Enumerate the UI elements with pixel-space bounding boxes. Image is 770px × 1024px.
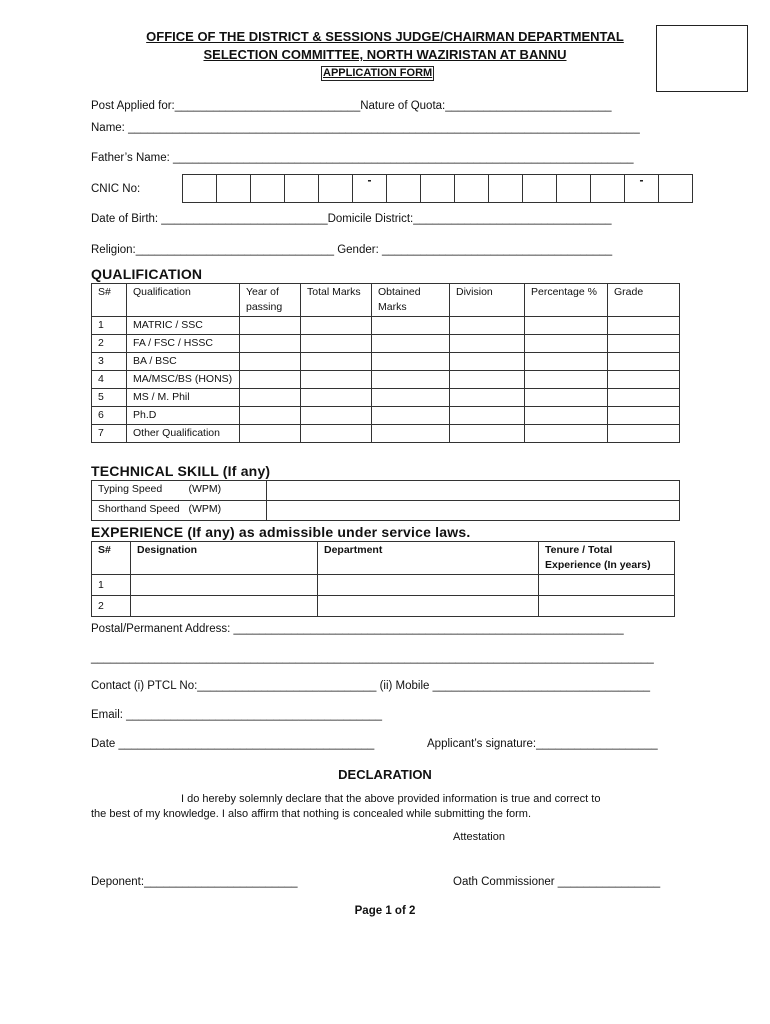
qualification-input-cell[interactable] [301,317,372,335]
row-number: 7 [92,425,127,443]
table-row [92,335,680,353]
qualification-input-cell[interactable] [301,425,372,443]
col-percentage: Percentage % [525,284,608,317]
table-row [92,575,675,596]
typing-speed-label: Typing Speed (WPM) [92,481,267,501]
col-total: Total Marks [301,284,372,317]
qualification-input-cell[interactable] [450,389,525,407]
qualification-input-cell[interactable] [372,389,450,407]
experience-input-cell[interactable] [539,575,675,596]
qualification-input-cell[interactable] [608,389,680,407]
qualification-name: Other Qualification [127,425,240,443]
technical-table [91,480,680,521]
table-row [92,389,680,407]
qualification-input-cell[interactable] [525,353,608,371]
row-number: 6 [92,407,127,425]
col-designation: Designation [131,542,318,575]
qualification-name: BA / BSC [127,353,240,371]
qualification-input-cell[interactable] [301,389,372,407]
table-row [92,501,680,521]
qualification-input-cell[interactable] [608,407,680,425]
qualification-input-cell[interactable] [372,371,450,389]
cnic-digit-box[interactable]: - [353,175,387,203]
experience-table [91,541,675,617]
qualification-input-cell[interactable] [450,425,525,443]
qualification-input-cell[interactable] [372,407,450,425]
table-row [92,371,680,389]
qualification-input-cell[interactable] [301,407,372,425]
row-number: 3 [92,353,127,371]
header-line-1: OFFICE OF THE DISTRICT & SESSIONS JUDGE/CHAIRMAN DEPARTMENTAL [146,29,624,44]
cnic-digit-box[interactable] [387,175,421,203]
qualification-input-cell[interactable] [301,353,372,371]
row-number: 2 [92,596,131,617]
experience-input-cell[interactable] [131,575,318,596]
cnic-digit-box[interactable] [319,175,353,203]
qualification-name: MS / M. Phil [127,389,240,407]
declaration-text-1: I do hereby solemnly declare that the above provided information is true and correct to [181,793,601,805]
qualification-title: QUALIFICATION [91,266,203,282]
cnic-digit-box[interactable] [217,175,251,203]
experience-input-cell[interactable] [318,596,539,617]
row-number: 1 [92,317,127,335]
declaration-text-2: the best of my knowledge. I also affirm that nothing is concealed while submitting the form. [91,808,532,820]
col-sno: S# [92,284,127,317]
address-field[interactable]: Postal/Permanent Address: _____________________________________________________________ [91,623,624,635]
qualification-input-cell[interactable] [301,371,372,389]
date-field[interactable]: Date ________________________________________ [91,738,375,750]
qualification-input-cell[interactable] [372,353,450,371]
qualification-input-cell[interactable] [240,353,301,371]
col-department: Department [318,542,539,575]
row-number: 5 [92,389,127,407]
photo-box[interactable] [656,25,748,92]
cnic-digit-box[interactable] [183,175,217,203]
contact-phones-field[interactable]: Contact (i) PTCL No:____________________________ (ii) Mobile __________________________________ [91,680,651,692]
col-qualification: Qualification [127,284,240,317]
qualification-input-cell[interactable] [240,407,301,425]
email-field[interactable]: Email: ________________________________________ [91,709,382,721]
religion-gender-field[interactable]: Religion:_______________________________ Gender: ____________________________________ [91,244,613,256]
qualification-input-cell[interactable] [450,335,525,353]
table-row [92,425,680,443]
qualification-input-cell[interactable] [608,317,680,335]
experience-header-row [92,542,675,575]
table-row [92,353,680,371]
col-grade: Grade [608,284,680,317]
qualification-input-cell[interactable] [525,371,608,389]
qualification-input-cell[interactable] [301,335,372,353]
qualification-input-cell[interactable] [608,371,680,389]
cnic-digit-box[interactable] [659,175,693,203]
post-quota-field[interactable]: Post Applied for:_____________________________Nature of Quota:__________________________ [91,100,612,112]
applicant-signature-field[interactable]: Applicant’s signature:___________________ [427,738,658,750]
qualification-input-cell[interactable] [525,317,608,335]
col-sno: S# [92,542,131,575]
cnic-digit-box[interactable] [455,175,489,203]
qualification-input-cell[interactable] [525,335,608,353]
qualification-input-cell[interactable] [608,425,680,443]
typing-speed-input[interactable] [267,481,680,501]
table-row [92,317,680,335]
name-field[interactable]: Name: ________________________________________________________________________________ [91,122,640,134]
table-row [92,596,675,617]
experience-input-cell[interactable] [318,575,539,596]
qualification-input-cell[interactable] [450,317,525,335]
cnic-digit-box[interactable] [489,175,523,203]
row-number: 1 [92,575,131,596]
col-year: Year of passing [240,284,301,317]
qualification-input-cell[interactable] [450,371,525,389]
qualification-input-cell[interactable] [240,335,301,353]
form-title: APPLICATION FORM [323,67,433,79]
technical-title: TECHNICAL SKILL (If any) [91,463,271,479]
qualification-header-row [92,284,680,317]
qualification-name: Ph.D [127,407,240,425]
qualification-name: FA / FSC / HSSC [127,335,240,353]
qualification-input-cell[interactable] [450,353,525,371]
cnic-digit-box[interactable] [523,175,557,203]
qualification-input-cell[interactable] [240,425,301,443]
address-field-line-2[interactable]: ________________________________________________________________________________________ [91,652,654,664]
father-name-field[interactable]: Father’s Name: ________________________________________________________________________ [91,152,634,164]
shorthand-speed-label: Shorthand Speed (WPM) [92,501,267,521]
col-tenure: Tenure / Total Experience (In years) [539,542,675,575]
experience-input-cell[interactable] [131,596,318,617]
qualification-input-cell[interactable] [608,353,680,371]
header-line-2: SELECTION COMMITTEE, NORTH WAZIRISTAN AT BANNU [203,47,567,62]
cnic-digit-box[interactable] [591,175,625,203]
qualification-input-cell[interactable] [240,389,301,407]
oath-commissioner-field[interactable]: Oath Commissioner ________________ [453,876,661,888]
row-number: 4 [92,371,127,389]
cnic-label: CNIC No: [91,183,141,195]
qualification-input-cell[interactable] [372,317,450,335]
cnic-digit-box[interactable]: - [625,175,659,203]
qualification-input-cell[interactable] [525,407,608,425]
page-number: Page 1 of 2 [354,905,416,917]
deponent-field[interactable]: Deponent:________________________ [91,876,298,888]
qualification-input-cell[interactable] [525,425,608,443]
experience-title: EXPERIENCE (If any) as admissible under service laws. [91,524,471,540]
cnic-digit-box[interactable] [421,175,455,203]
row-number: 2 [92,335,127,353]
qualification-input-cell[interactable] [372,425,450,443]
declaration-title: DECLARATION [338,767,432,782]
qualification-input-cell[interactable] [240,317,301,335]
col-obtained: Obtained Marks [372,284,450,317]
qualification-name: MA/MSC/BS (HONS) [127,371,240,389]
experience-input-cell[interactable] [539,596,675,617]
attestation-label: Attestation [453,831,505,843]
cnic-boxes[interactable] [182,174,693,203]
table-row [92,481,680,501]
cnic-digit-box[interactable] [557,175,591,203]
shorthand-speed-input[interactable] [267,501,680,521]
qualification-input-cell[interactable] [608,335,680,353]
qualification-input-cell[interactable] [450,407,525,425]
col-division: Division [450,284,525,317]
dob-domicile-field[interactable]: Date of Birth: __________________________Domicile District:_______________________________ [91,213,612,225]
qualification-input-cell[interactable] [240,371,301,389]
table-row [92,407,680,425]
qualification-input-cell[interactable] [525,389,608,407]
qualification-name: MATRIC / SSC [127,317,240,335]
qualification-input-cell[interactable] [372,335,450,353]
qualification-table [91,283,680,443]
cnic-digit-box[interactable] [251,175,285,203]
cnic-digit-box[interactable] [285,175,319,203]
